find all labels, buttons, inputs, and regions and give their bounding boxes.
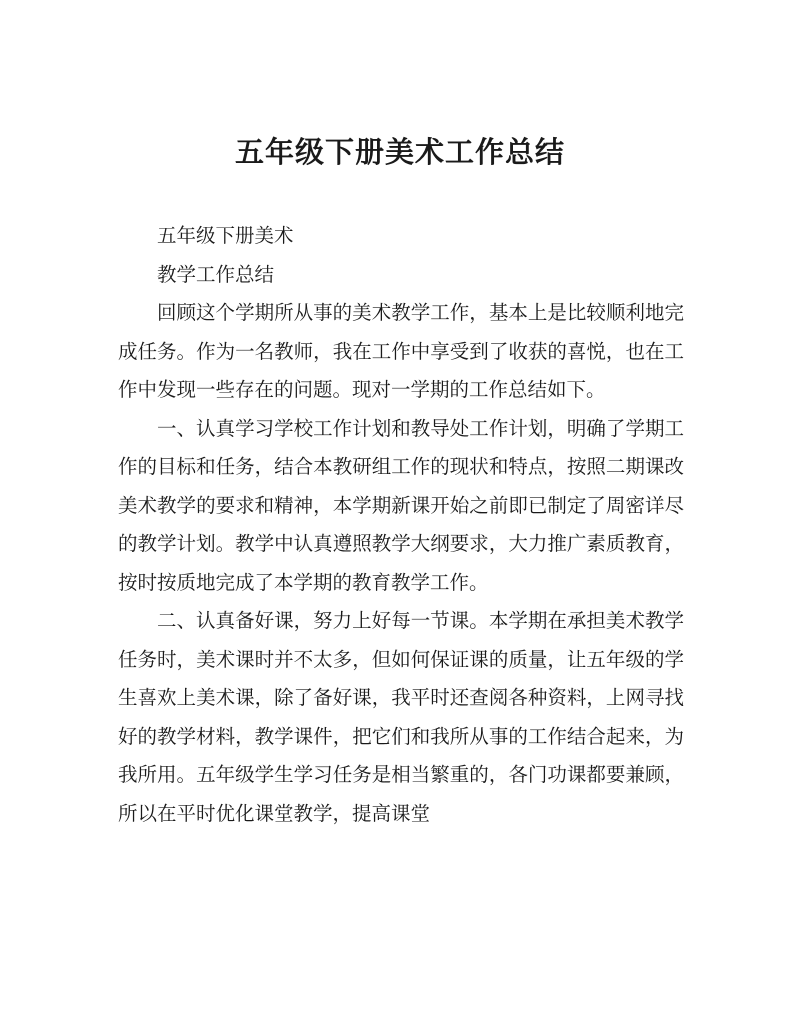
document-body <box>118 217 684 833</box>
paragraph-subtitle-2: 教学工作总结 <box>157 262 275 286</box>
paragraph-intro: 回顾这个学期所从事的美术教学工作，基本上是比较顺利地完成任务。作为一名教师，我在工作中享受到了收获的喜悦，也在工作中发现一些存在的问题。现对一学期的工作总结如下。 <box>118 301 684 401</box>
paragraph-section-2: 二、认真备好课，努力上好每一节课。本学期在承担美术教学任务时，美术课时并不太多，但如何保证课的质量，让五年级的学生喜欢上美术课，除了备好课，我平时还查阅各种资料，上网寻找好的教学材料，教学课件，把它们和我所从事的工作结合起来，为我所用。五年级学生学习任务是相当繁重的，各门功课都要兼顾，所以在平时优化课堂教学，提高课堂 <box>118 609 684 825</box>
paragraph-subtitle-1: 五年级下册美术 <box>157 224 294 247</box>
document-title: 五年级下册美术工作总结 <box>234 135 565 169</box>
paragraph-section-1: 一、认真学习学校工作计划和教导处工作计划，明确了学期工作的目标和任务，结合本教研组工作的现状和特点，按照二期课改美术教学的要求和精神，本学期新课开始之前即已制定了周密详尽的教学计划。教学中认真遵照教学大纲要求，大力推广素质教育，按时按质地完成了本学期的教育教学工作。 <box>118 416 684 594</box>
